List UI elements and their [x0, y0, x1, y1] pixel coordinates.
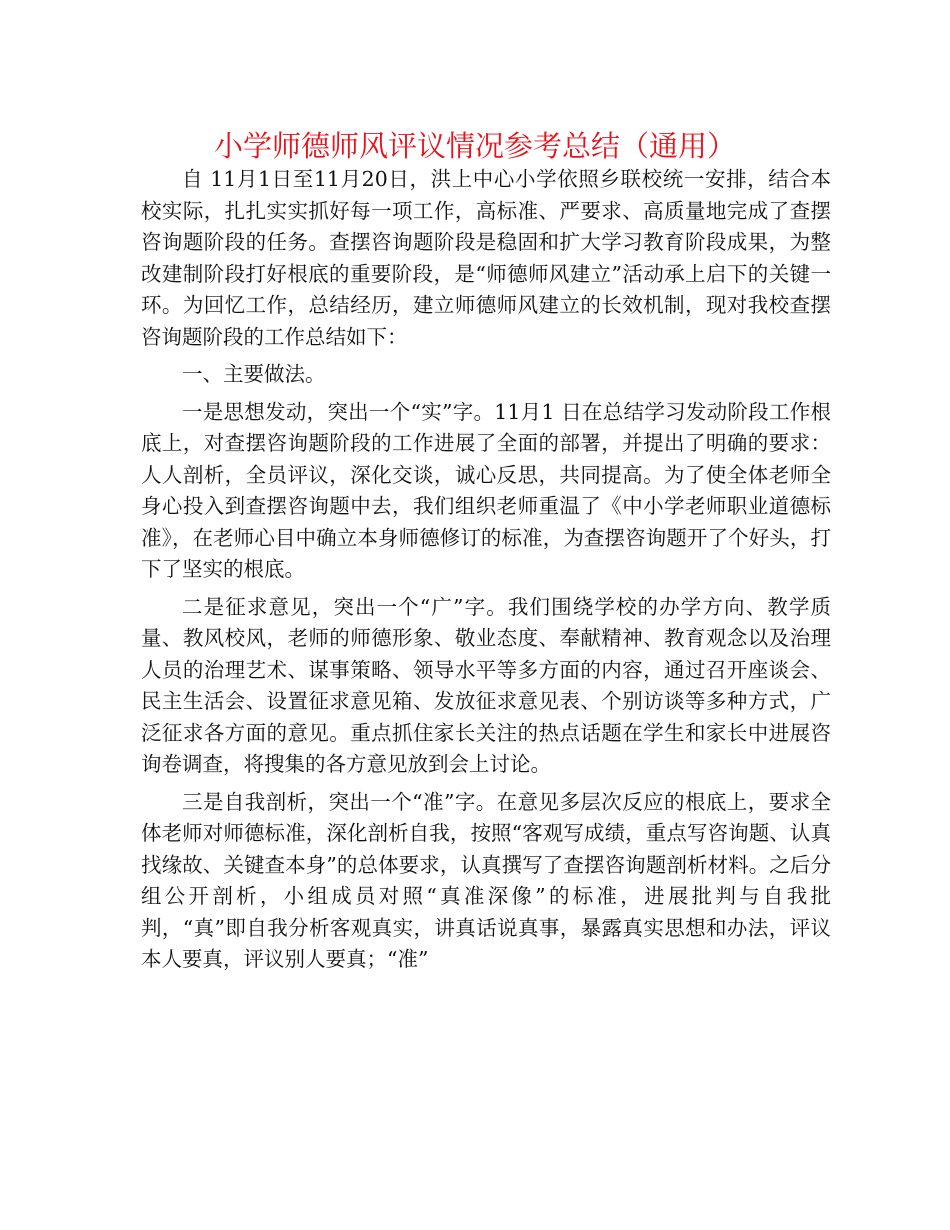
paragraph-point-1: 一是思想发动，突出一个“实”字。11月1 日在总结学习发动阶段工作根底上，对查摆咨询题阶段的工作进展了全面的部署，并提出了明确的要求：人人剖析，全员评议，深化交谈，诚心反思，共同提高。为了使全体老师全身心投入到查摆咨询题中去，我们组织老师重温了《中小学老师职业道德标准》，在老师心目中确立本身师德修订的标准，为查摆咨询题开了个好头，打下了坚实的根底。: [141, 399, 831, 581]
paragraph-intro: 自 11月1日至11月20日，洪上中心小学依照乡联校统一安排，结合本校实际，扎扎实实抓好每一项工作，高标准、严要求、高质量地完成了查摆咨询题阶段的任务。查摆咨询题阶段是稳固和扩大学习教育阶段成果，为整改建制阶段打好根底的重要阶段，是“师德师风建立”活动承上启下的关键一环。为回忆工作，总结经历，建立师德师风建立的长效机制，现对我校查摆咨询题阶段的工作总结如下：: [141, 167, 831, 349]
document-title: 小学师德师风评议情况参考总结（通用）: [213, 129, 736, 163]
paragraph-point-3: 三是自我剖析，突出一个“准”字。在意见多层次反应的根底上，要求全体老师对师德标准，深化剖析自我，按照“客观写成绩，重点写咨询题、认真找缘故、关键查本身”的总体要求，认真撰写了查摆咨询题剖析材料。之后分组公开剖析，小组成员对照“真准深像”的标准，进展批判与自我批判，“真”即自我分析客观真实，讲真话说真事，暴露真实思想和办法，评议本人要真，评议别人要真；“准”: [141, 789, 831, 971]
section-heading: 一、主要做法。: [182, 362, 326, 386]
document-body: [141, 164, 831, 982]
paragraph-point-2: 二是征求意见，突出一个“广”字。我们围绕学校的办学方向、教学质量、教风校风，老师的师德形象、敬业态度、奉献精神、教育观念以及治理人员的治理艺术、谋事策略、领导水平等多方面的内容，通过召开座谈会、民主生活会、设置征求意见箱、发放征求意见表、个别访谈等多种方式，广泛征求各方面的意见。重点抓住家长关注的热点话题在学生和家长中进展咨询卷调查，将搜集的各方意见放到会上讨论。: [141, 594, 831, 776]
